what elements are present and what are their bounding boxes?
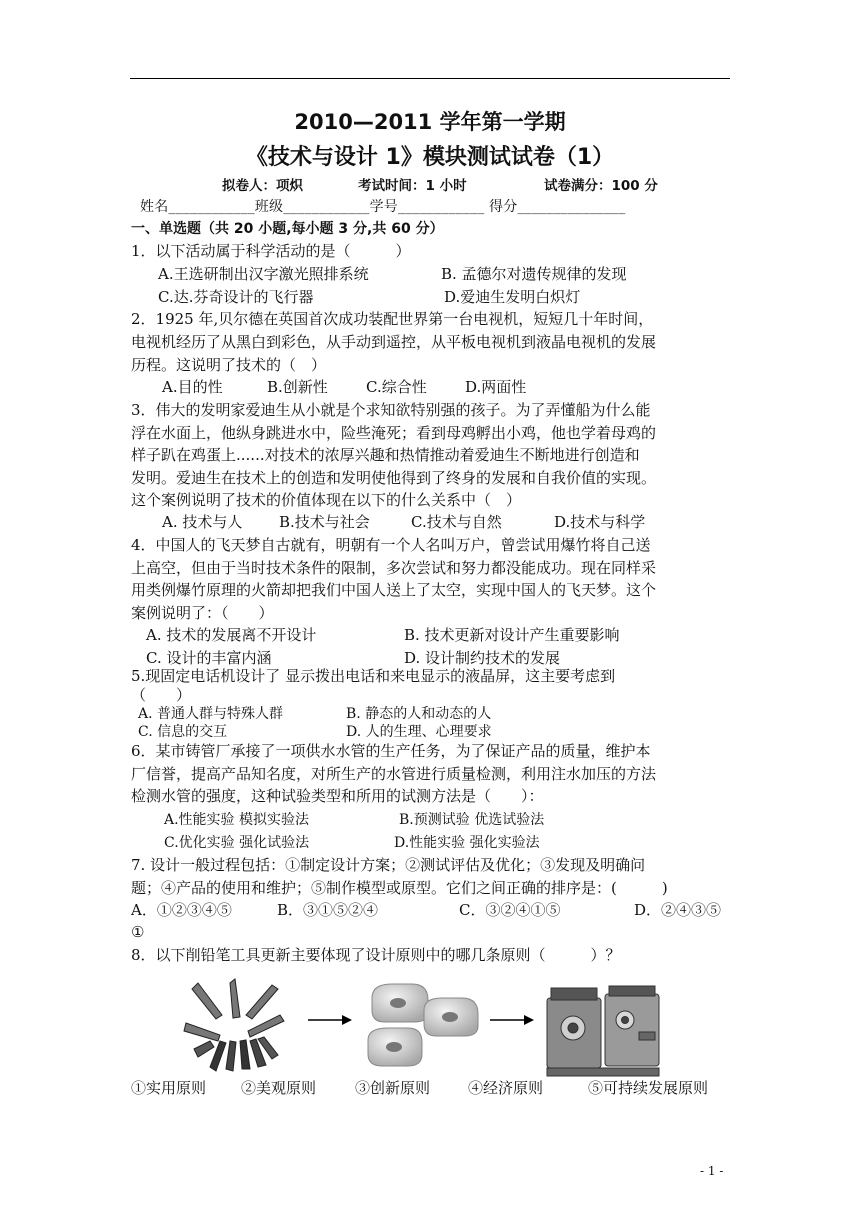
q2-line-2: 电视机经历了从黑白到彩色，从手动到遥控，从平板电视机到液晶电视机的发展	[131, 333, 657, 351]
q4-line-3: 用类例爆竹原理的火箭却把我们中国人送上了太空，实现中国人的飞天梦。这个	[131, 581, 657, 599]
q5-option-b: B. 静态的人和动态的人	[346, 706, 492, 722]
arrow-right-icon-2	[490, 1013, 534, 1027]
q3-option-b: B.技术与社会	[279, 513, 370, 531]
section-heading: 一、单选题（共 20 小题,每小题 3 分,共 60 分）	[131, 221, 444, 237]
page-title: 2010—2011 学年第一学期	[294, 110, 566, 134]
arrow-right-icon	[308, 1013, 352, 1027]
q3-option-c: C.技术与自然	[411, 513, 502, 531]
q7-option-b: B．③①⑤②④	[277, 901, 379, 919]
top-rule	[130, 78, 730, 79]
principle-5: ⑤可持续发展原则	[588, 1079, 709, 1097]
q3-option-d: D.技术与科学	[554, 513, 646, 531]
q7-option-d-wrap: ①	[131, 923, 145, 941]
student-info-line: 姓名____________班级____________学号____________ 得分_______________	[140, 199, 626, 215]
q7-line-1: 7. 设计一般过程包括：①制定设计方案；②测试评估及优化；③发现及明确问	[131, 856, 646, 874]
knife-blades-image	[180, 975, 290, 1075]
page-number: - 1 -	[700, 1164, 724, 1178]
q6-option-d: D.性能实验 强化实验法	[394, 835, 540, 851]
q4-line-2: 上高空，但由于当时技术条件的限制，多次尝试和努力都没能成功。现在同样采	[131, 559, 657, 577]
q3-line-2: 浮在水面上，他纵身跳进水中，险些淹死；看到母鸡孵出小鸡，他也学着母鸡的	[131, 424, 657, 442]
full-score: 试卷满分：100 分	[544, 178, 658, 194]
principle-1: ①实用原则	[131, 1079, 207, 1097]
q7-option-d: D．②④③⑤	[634, 901, 722, 919]
exam-time: 考试时间：1 小时	[358, 178, 467, 194]
q8-stem: 8．以下削铅笔工具更新主要体现了设计原则中的哪几条原则（ ）？	[131, 946, 621, 964]
q3-line-4: 发明。爱迪生在技术上的创造和发明使他得到了终身的发展和自我价值的实现。	[131, 469, 657, 487]
q5-option-a: A. 普通人群与特殊人群	[138, 706, 284, 722]
q1-option-c: C.达.芬奇设计的飞行器	[158, 288, 314, 306]
exam-title: 《技术与设计 1》模块测试试卷（1）	[245, 145, 615, 170]
q7-option-a: A．①②③④⑤	[131, 901, 232, 919]
q1-option-d: D.爱迪生发明白炽灯	[444, 288, 581, 306]
author-label: 拟卷人：项炽	[222, 178, 303, 194]
q5-option-d: D. 人的生理、心理要求	[346, 724, 492, 740]
q7-line-2: 题；④产品的使用和维护；⑤制作模型或原型。它们之间正确的排序是：( )	[131, 879, 668, 897]
q3-line-1: 3．伟大的发明家爱迪生从小就是个求知欲特别强的孩子。为了弄懂船为什么能	[131, 401, 651, 419]
q5-line-2: （ ）	[131, 686, 192, 704]
sharpener-shells-image	[362, 978, 488, 1078]
q6-line-1: 6．某市铸管厂承接了一项供水水管的生产任务，为了保证产品的质量，维护本	[131, 742, 651, 760]
q6-option-b: B.预测试验 优选试验法	[399, 812, 545, 828]
principle-4: ④经济原则	[468, 1079, 544, 1097]
q2-line-1: 2．1925 年,贝尔德在英国首次成功装配世界第一台电视机，短短几十年时间，	[131, 310, 654, 328]
pencil-sharpener-machines-image	[543, 984, 665, 1080]
q6-option-a: A.性能实验 模拟实验法	[164, 812, 310, 828]
q3-option-a: A. 技术与人	[162, 513, 243, 531]
q2-option-c: C.综合性	[366, 378, 427, 396]
q5-line-1: 5.现固定电话机设计了 显示拨出电话和来电显示的液晶屏，这主要考虑到	[131, 667, 616, 685]
q4-line-1: 4．中国人的飞天梦自古就有，明朝有一个人名叫万户，曾尝试用爆竹将自己送	[131, 536, 651, 554]
q2-option-a: A.目的性	[162, 378, 223, 396]
q6-line-3: 检测水管的强度，这种试验类型和所用的试测方法是（ ）：	[131, 787, 544, 805]
q1-option-b: B. 孟德尔对遗传规律的发现	[441, 265, 627, 283]
q4-option-a: A. 技术的发展离不开设计	[146, 626, 317, 644]
q5-option-c: C. 信息的交互	[138, 724, 228, 740]
q2-option-b: B.创新性	[267, 378, 328, 396]
q1-option-a: A.王选研制出汉字激光照排系统	[158, 265, 369, 283]
q6-line-2: 厂信誉，提高产品知名度，对所生产的水管进行质量检测，利用注水加压的方法	[131, 765, 657, 783]
q1-stem: 1．以下活动属于科学活动的是（ ）	[131, 242, 411, 260]
q4-option-b: B. 技术更新对设计产生重要影响	[404, 626, 620, 644]
principle-2: ②美观原则	[241, 1079, 317, 1097]
q2-option-d: D.两面性	[465, 378, 527, 396]
q4-option-d: D. 设计制约技术的发展	[404, 649, 561, 667]
principle-3: ③创新原则	[355, 1079, 431, 1097]
q3-line-3: 样子趴在鸡蛋上......对技术的浓厚兴趣和热情推动着爱迪生不断地进行创造和	[131, 446, 640, 464]
q4-option-c: C. 设计的丰富内涵	[146, 649, 272, 667]
q4-line-4: 案例说明了：（ ）	[131, 604, 274, 622]
q2-line-3: 历程。这说明了技术的（ ）	[131, 356, 327, 374]
q7-option-c: C．③②④①⑤	[459, 901, 561, 919]
q3-line-5: 这个案例说明了技术的价值体现在以下的什么关系中（ ）	[131, 491, 522, 509]
q6-option-c: C.优化实验 强化试验法	[164, 835, 310, 851]
